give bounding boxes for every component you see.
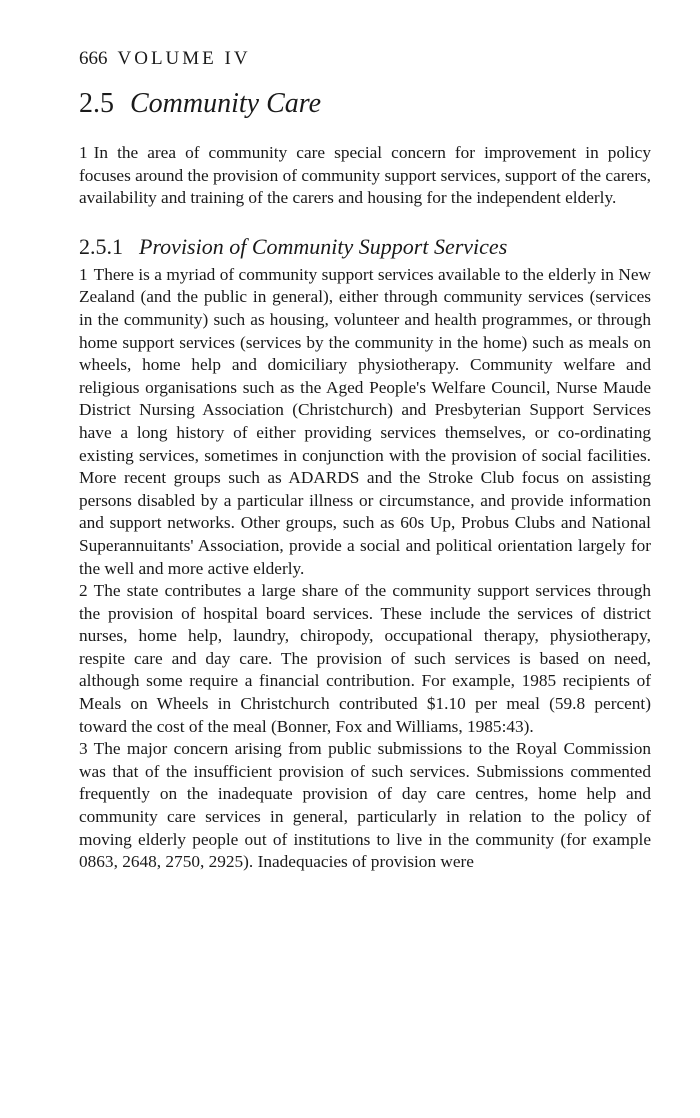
- subsection-paragraph-3: [79, 738, 651, 874]
- subsection-number: 2.5.1: [79, 233, 123, 259]
- document-page: [79, 48, 651, 874]
- paragraph-number: 2: [79, 581, 88, 601]
- section-number: 2.5: [79, 88, 114, 119]
- paragraph-number: 3: [79, 739, 88, 759]
- paragraph-text: In the area of community care special concern for improvement in policy focuses around the provision of community support services, support of the carers, availability and training of the carers and housing for the independent elderly.: [79, 143, 651, 208]
- running-head: [79, 48, 651, 70]
- paragraph-text: The major concern arising from public submissions to the Royal Commission was that of the insufficient provision of such services. Submissions commented frequently on the inadequate provision of day care centres, home help and community care services in general, particularly in relation to the policy of moving elderly people out of institutions to live in the community (for example 0863, 2648, 2750, 2925). Inadequacies of provision were: [79, 739, 651, 872]
- paragraph-text: The state contributes a large share of the community support services through the provision of hospital board services. These include the services of district nurses, home help, laundry, chiropody, occupational therapy, physiotherapy, respite care and day care. The provision of such services is based on need, although some require a financial contribution. For example, 1985 recipients of Meals on Wheels in Christchurch contributed $1.10 per meal (59.8 percent) toward the cost of the meal (Bonner, Fox and Williams, 1985:43).: [79, 581, 651, 736]
- subsection-heading: [79, 234, 651, 260]
- paragraph-number: 1: [79, 143, 88, 162]
- section-title: Community Care: [130, 88, 322, 119]
- section-heading: [79, 88, 651, 120]
- paragraph-number: 1: [79, 264, 88, 284]
- subsection-title: Provision of Community Support Services: [139, 233, 508, 259]
- page-number: 666: [79, 48, 108, 69]
- subsection-paragraph-2: [79, 580, 651, 738]
- volume-label: VOLUME IV: [117, 48, 251, 69]
- subsection-paragraph-1: [79, 264, 651, 580]
- paragraph-text: There is a myriad of community support services available to the elderly in New Zealand (and the public in general), either through community services (services in the community) such as housing, volunteer and health programmes, or through home support services (services by the community in the home) such as meals on wheels, home help and domiciliary physiotherapy. Community welfare and religious organisations such as the Aged People's Welfare Council, Nurse Maude District Nursing Association (Christchurch) and Presbyterian Support Services have a long history of either providing services themselves, or co-ordinating existing services, sometimes in conjunction with the provision of social facilities. More recent groups such as ADARDS and the Stroke Club focus on assisting persons disabled by a particular illness or circumstance, and provide information and support networks. Other groups, such as 60s Up, Probus Clubs and National Superannuitants' Association, provide a social and political orientation largely for the well and more active elderly.: [79, 264, 651, 578]
- section-paragraph-1: [79, 142, 651, 210]
